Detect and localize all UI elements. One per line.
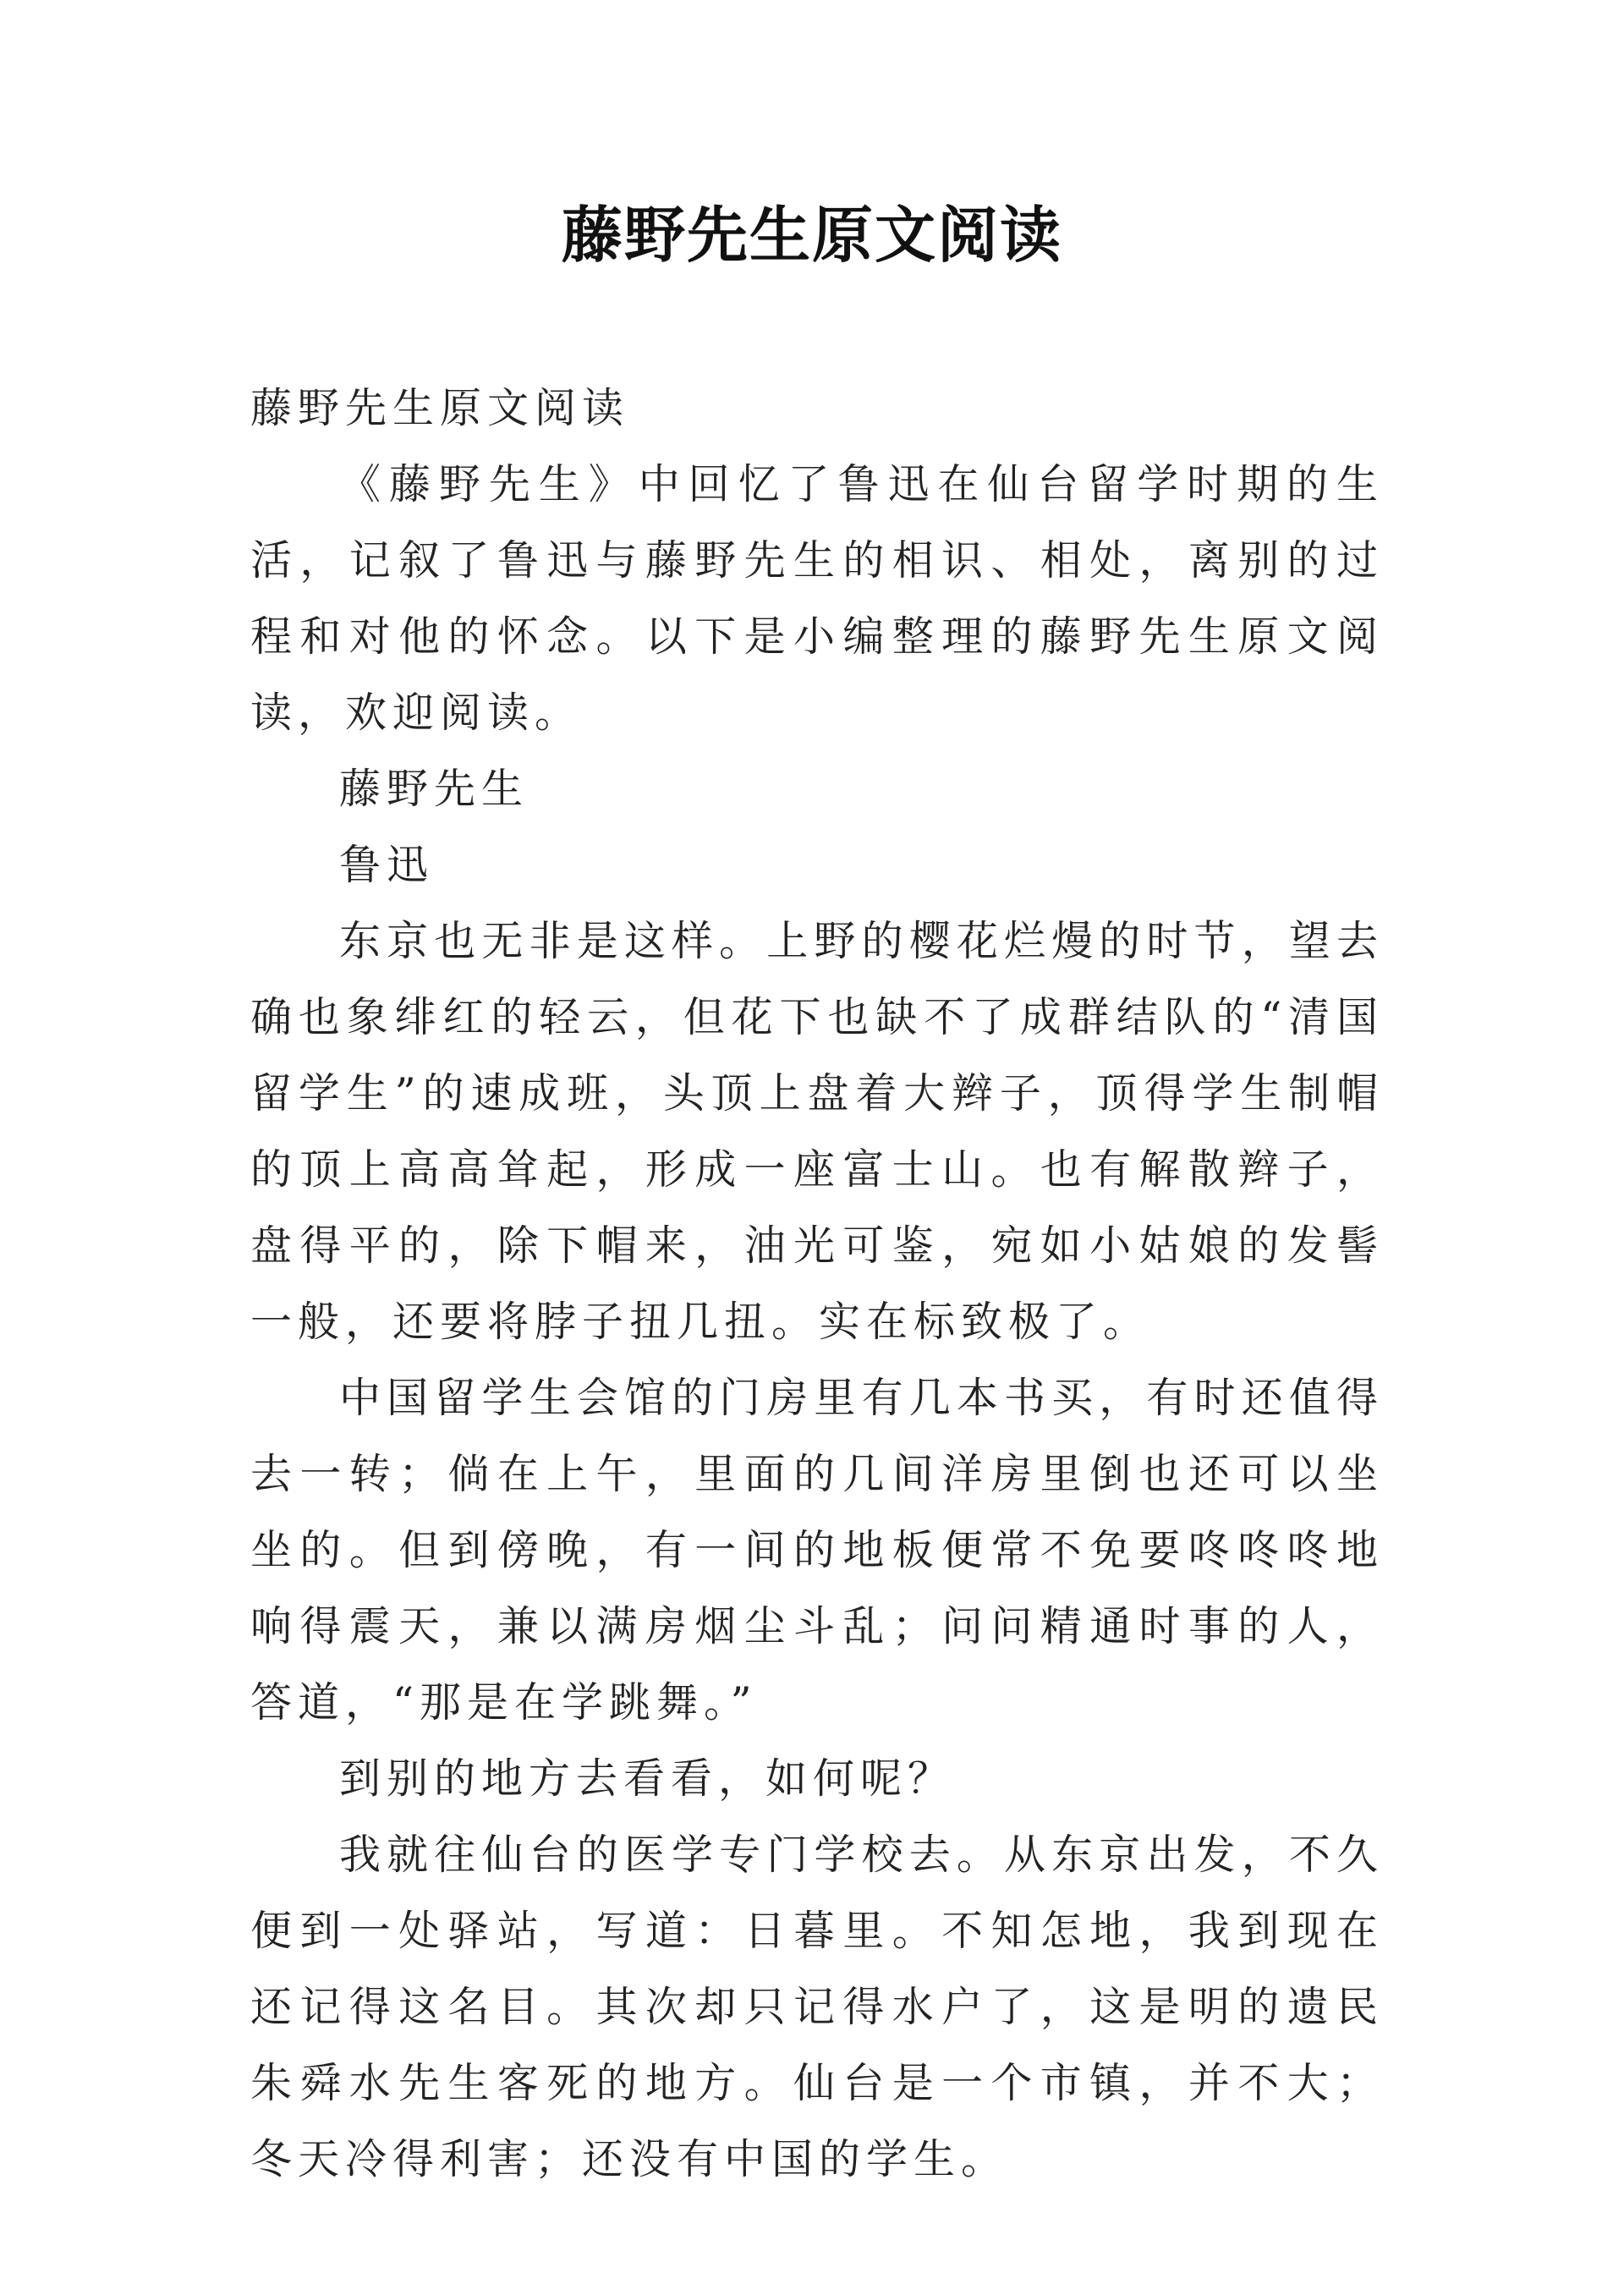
document-body — [250, 371, 1384, 2198]
paragraph: 中国留学生会馆的门房里有几本书买，有时还值得去一转；倘在上午，里面的几间洋房里倒也还可以坐坐的。但到傍晚，有一间的地板便常不免要咚咚咚地响得震天，兼以满房烟尘斗乱；问问精通时事的人，答道，“那是在学跳舞。” — [250, 1374, 1384, 1727]
paragraph: 我就往仙台的医学专门学校去。从东京出发，不久便到一处驿站，写道：日暮里。不知怎地，我到现在还记得这名目。其次却只记得水户了，这是明的遗民朱舜水先生客死的地方。仙台是一个市镇，并不大；冬天冷得利害；还没有中国的学生。 — [250, 1831, 1384, 2183]
paragraph-intro: 《藤野先生》中回忆了鲁迅在仙台留学时期的生活，记叙了鲁迅与藤野先生的相识、相处，离别的过程和对他的怀念。以下是小编整理的藤野先生原文阅读，欢迎阅读。 — [250, 460, 1384, 737]
paragraph-essay-title: 藤野先生 — [339, 765, 529, 813]
document-title: 藤野先生原文阅读 — [561, 199, 1062, 271]
paragraph: 到别的地方去看看，如何呢？ — [339, 1754, 956, 1803]
paragraph: 东京也无非是这样。上野的樱花烂熳的时节，望去确也象绯红的轻云，但花下也缺不了成群结队的“清国留学生”的速成班，头顶上盘着大辫子，顶得学生制帽的顶上高高耸起，形成一座富士山。也有解散辫子，盘得平的，除下帽来，油光可鉴，宛如小姑娘的发髻一般，还要将脖子扭几扭。实在标致极了。 — [250, 917, 1384, 1346]
paragraph-subtitle: 藤野先生原文阅读 — [250, 384, 630, 432]
paragraph-author: 鲁迅 — [339, 841, 435, 889]
